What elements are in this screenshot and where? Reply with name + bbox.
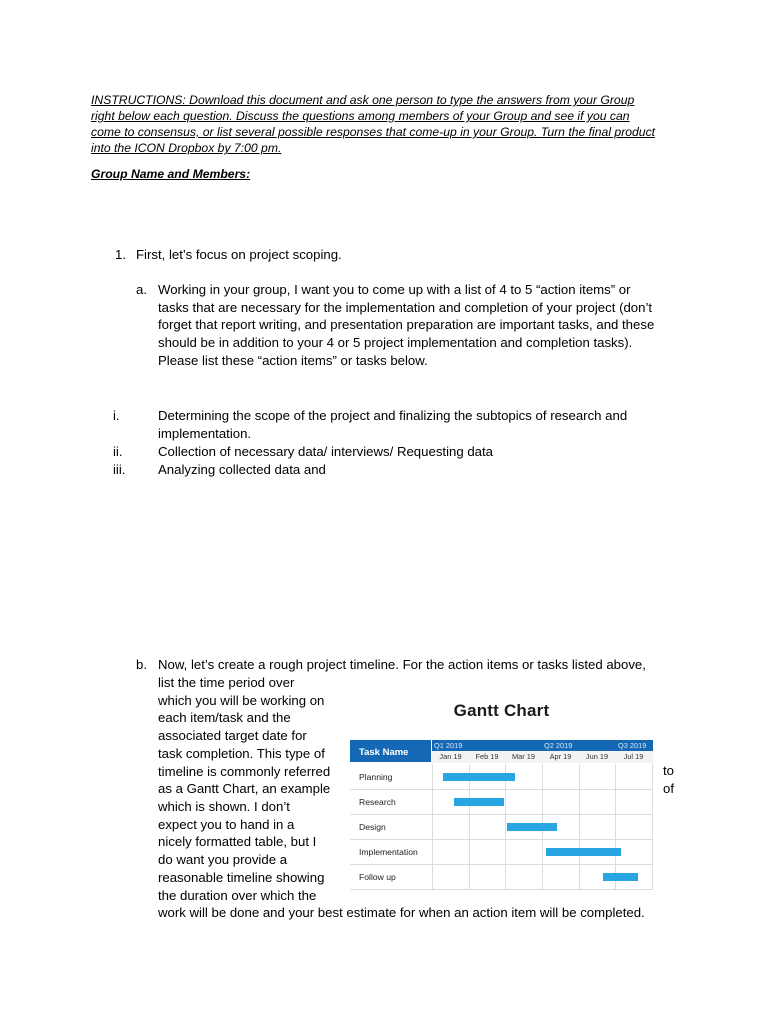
qb-first-line: Now, let’s create a rough project timeline. For the action items or tasks listed above, [158, 657, 646, 672]
task-bar [603, 873, 638, 881]
qb-right-to: to [663, 763, 674, 778]
qb-wrapped-line: do want you provide a [158, 852, 288, 868]
instructions-line-1: INSTRUCTIONS: Download this document and ask one person to type the answers from your Group [91, 93, 635, 107]
answer-numeral-i: i. [113, 408, 120, 423]
qa-line-5: Please list these “action items” or tasks below. [158, 353, 428, 368]
grid-line [615, 764, 616, 889]
quarter-label: Q3 2019 [618, 741, 647, 750]
quarter-label: Q1 2019 [434, 741, 463, 750]
q1-text: First, let’s focus on project scoping. [136, 247, 342, 262]
qa-letter: a. [136, 282, 147, 297]
qb-wrapped-line: as a Gantt Chart, an example [158, 781, 331, 797]
answer-ii-line-1: Collection of necessary data/ interviews/ Requesting data [158, 444, 493, 459]
grid-line [505, 764, 506, 889]
instructions-line-2: right below each question. Discuss the questions among members of your Group and see if you can [91, 109, 630, 123]
grid-line [350, 789, 653, 790]
task-bar [546, 848, 621, 856]
qb-wrapped-line: associated target date for [158, 728, 307, 744]
month-label: Jun 19 [585, 752, 609, 761]
qb-wrapped-line: timeline is commonly referred [158, 763, 331, 779]
task-bar [507, 823, 557, 831]
qa-line-4: should be in addition to your 4 or 5 project implementation and completion tasks). [158, 335, 633, 350]
answer-i-line-2: implementation. [158, 426, 252, 441]
qa-line-2: tasks that are necessary for the implementation and completion of your project (don’t [158, 300, 653, 315]
qb-wrapped-line: which you will be working on [158, 692, 325, 708]
answer-iii-line-1: Analyzing collected data and [158, 462, 326, 477]
answer-i-line-1: Determining the scope of the project and finalizing the subtopics of research and [158, 408, 628, 423]
qa-line-1: Working in your group, I want you to come up with a list of 4 to 5 “action items” or [158, 282, 631, 297]
month-label: Jan 19 [439, 752, 462, 761]
quarter-label: Q2 2019 [544, 741, 573, 750]
qb-wrapped-line: the duration over which the [158, 887, 317, 903]
task-label: Planning [359, 772, 393, 782]
grid-line [469, 764, 470, 889]
qb-wrapped-line: expect you to hand in a [158, 816, 295, 832]
task-bar [443, 773, 515, 781]
gantt-chart [350, 683, 653, 891]
task-label: Research [359, 797, 396, 807]
qb-wrapped-line: which is shown. I don’t [158, 799, 290, 815]
grid-line [350, 839, 653, 840]
grid-line [652, 764, 653, 889]
qb-wrapped-line: each item/task and the [158, 710, 291, 726]
task-bar [454, 798, 504, 806]
qb-wrapped-line: task completion. This type of [158, 745, 325, 761]
instructions-line-3: come to consensus, or list several possible responses that come-up in your Group. Turn the final product [91, 125, 656, 139]
task-label: Implementation [359, 847, 418, 857]
grid-line [350, 889, 653, 890]
instructions-line-4: into the ICON Dropbox by 7:00 pm. [91, 141, 282, 155]
chart-title: Gantt Chart [453, 701, 550, 720]
grid-line [350, 814, 653, 815]
month-label: Jul 19 [623, 752, 644, 761]
answer-numeral-ii: ii. [113, 444, 123, 459]
task-name-header: Task Name [359, 747, 409, 758]
grid-line [579, 764, 580, 889]
month-label: Feb 19 [475, 752, 499, 761]
qb-last-line: work will be done and your best estimate for when an action item will be completed. [158, 905, 645, 920]
qb-wrapped-line: nicely formatted table, but I [158, 834, 317, 850]
group-name-label: Group Name and Members: [91, 167, 251, 181]
month-label: Apr 19 [549, 752, 572, 761]
q1-number: 1. [115, 247, 126, 262]
answer-numeral-iii: iii. [113, 462, 126, 477]
qb-letter: b. [136, 657, 147, 672]
grid-line [350, 864, 653, 865]
task-label: Design [359, 822, 386, 832]
qb-wrapped-line: list the time period over [158, 675, 295, 690]
task-label: Follow up [359, 872, 396, 882]
qb-wrapped-line: reasonable timeline showing [158, 869, 325, 885]
qb-right-of: of [663, 781, 674, 796]
grid-line [432, 764, 433, 889]
qa-line-3: forget that report writing, and presentation preparation are important tasks, and these [158, 317, 655, 332]
month-label: Mar 19 [511, 752, 535, 761]
